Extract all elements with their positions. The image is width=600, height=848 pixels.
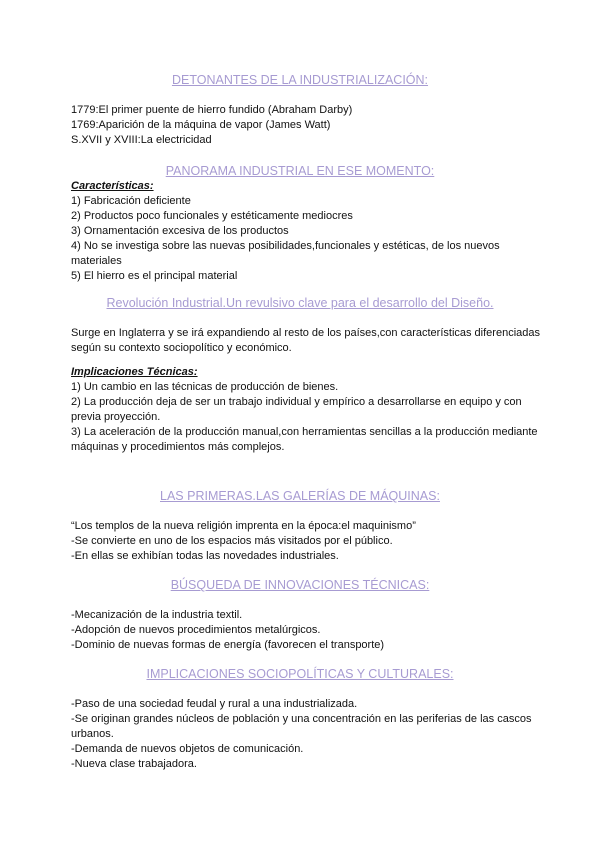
text-line: -Se convierte en uno de los espacios más visitados por el público. [71, 535, 393, 547]
section-innovaciones [71, 608, 541, 653]
list-item: 1) Un cambio en las técnicas de producción de bienes. [71, 381, 339, 393]
paragraph: Surge en Inglaterra y se irá expandiendo al resto de los países,con características diferenciadas según su contexto sociopolítico y económico. [71, 327, 540, 354]
heading-detonantes: DETONANTES DE LA INDUSTRIALIZACIÓN: [171, 73, 429, 87]
text-line: 1769:Aparición de la máquina de vapor (James Watt) [71, 119, 331, 131]
heading-revolucion: Revolución Industrial.Un revulsivo clave para el desarrollo del Diseño. [106, 296, 494, 310]
section-sociopoliticas [71, 697, 541, 772]
heading-galerias: LAS PRIMERAS.LAS GALERÍAS DE MÁQUINAS: [160, 489, 440, 503]
heading-sociopoliticas: IMPLICACIONES SOCIOPOLÍTICAS Y CULTURALES: [146, 667, 454, 681]
list-item: 2) Productos poco funcionales y estéticamente mediocres [71, 210, 353, 222]
list-item: 1) Fabricación deficiente [71, 195, 191, 207]
list-item: 5) El hierro es el principal material [71, 270, 238, 282]
subheading-caracteristicas: Características: [71, 180, 154, 192]
text-line: 1779:El primer puente de hierro fundido (Abraham Darby) [71, 104, 353, 116]
list-item: 3) Ornamentación excesiva de los productos [71, 225, 289, 237]
text-line: -Adopción de nuevos procedimientos metalúrgicos. [71, 624, 321, 636]
text-line: -En ellas se exhibían todas las novedades industriales. [71, 550, 339, 562]
text-line: -Mecanización de la industria textil. [71, 609, 243, 621]
list-item: 3) La aceleración de la producción manual,con herramientas sencillas a la producción mediante máquinas y procedimientos más complejos. [71, 426, 538, 453]
list-item: 4) No se investiga sobre las nuevas posibilidades,funcionales y estéticas, de los nuevos materiales [71, 240, 500, 267]
heading-panorama: PANORAMA INDUSTRIAL EN ESE MOMENTO: [165, 164, 435, 178]
section-galerias [71, 519, 541, 564]
list-item: 2) La producción deja de ser un trabajo individual y empírico a desarrollarse en equipo y con previa proyección. [71, 396, 522, 423]
text-line: -Demanda de nuevos objetos de comunicación. [71, 743, 304, 755]
section-revolucion [71, 326, 541, 455]
text-line: S.XVII y XVIII:La electricidad [71, 134, 212, 146]
text-line: -Paso de una sociedad feudal y rural a una industrializada. [71, 698, 358, 710]
section-panorama [71, 179, 541, 284]
text-line: -Se originan grandes núcleos de población y una concentración en las periferias de las cascos urbanos. [71, 713, 532, 740]
subheading-implicaciones-tecnicas: Implicaciones Técnicas: [71, 366, 198, 378]
heading-innovaciones: BÚSQUEDA DE INNOVACIONES TÉCNICAS: [170, 578, 430, 592]
text-line: “Los templos de la nueva religión imprenta en la época:el maquinismo” [71, 520, 416, 532]
text-line: -Nueva clase trabajadora. [71, 758, 197, 770]
spacer [71, 356, 541, 365]
text-line: -Dominio de nuevas formas de energía (favorecen el transporte) [71, 639, 385, 651]
section-detonantes [71, 103, 541, 148]
